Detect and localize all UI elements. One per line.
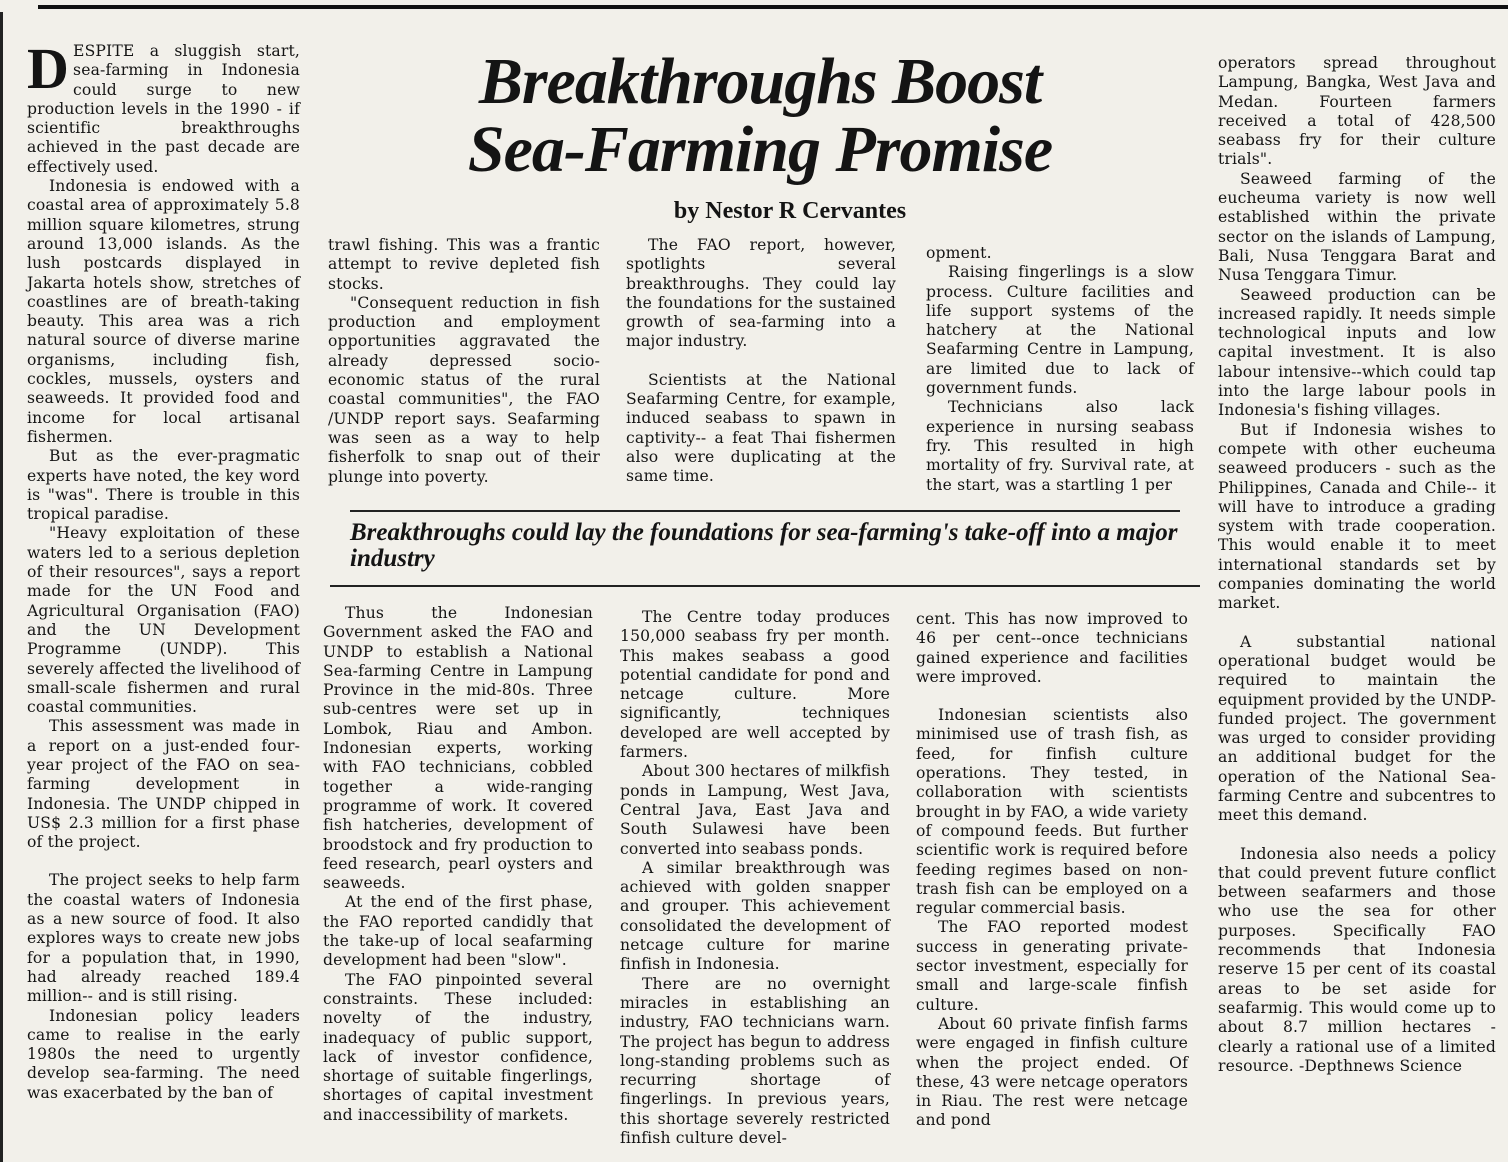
paragraph: There are no overnight miracles in establishing an industry, FAO technicians warn. The project has begun to address long-standing problems such as recurring shortage of fingerlings. In previous years, this shortage severely restricted finfish culture devel- [620, 974, 890, 1148]
column-4-bottom [916, 610, 1188, 1131]
paragraph: Thus the Indonesian Government asked the FAO and UNDP to establish a National Sea-farming Centre in Lampung Province in the mid-80s. Three sub-centres were set up in Lombok, Riau and Ambon. Indonesian experts, working with FAO technicians, cobbled together a wide-ranging programme of work. It covered fish hatcheries, development of broodstock and fry production to feed research, pearl oysters and seaweeds. [323, 604, 593, 893]
headline-line-1: Breakthroughs Boost [478, 45, 1042, 118]
paragraph: opment. [926, 244, 992, 262]
column-1 [27, 36, 300, 1103]
paragraph: The Centre today produces 150,000 seabass fry per month. This makes seabass a good potential candidate for pond and netcage culture. More significantly, techniques developed are well accepted by farmers. [620, 608, 890, 762]
paragraph: Seaweed production can be increased rapidly. It needs simple technological inputs and low capital investment. It is also labour intensive--which could tap into the large labour pools in Indonesia's fishing villages. [1218, 285, 1496, 420]
drop-cap: D [27, 36, 70, 101]
paragraph: A similar breakthrough was achieved with golden snapper and grouper. This achievement consolidated the development of netcage culture for marine finfish in Indonesia. [620, 858, 890, 974]
paragraph: But if Indonesia wishes to compete with other eucheuma seaweed producers - such as the Philippines, Canada and Chile-- it will have to introduce a grading system with trade cooperation. This would enable it to meet international standards set by companies dominating the world market. [1218, 420, 1496, 613]
paragraph: At the end of the first phase, the FAO reported candidly that the take-up of local seafarming development had been "slow". [323, 893, 593, 970]
column-5 [1218, 54, 1496, 1076]
left-border-rule [0, 12, 3, 1162]
paragraph: trawl fishing. This was a frantic attempt to revive depleted fish stocks. [328, 236, 600, 293]
column-3-bottom [620, 608, 890, 1148]
paragraph: A substantial national operational budget would be required to maintain the equipment provided by the UNDP-funded project. The government was urged to consider providing an additional budget for the operation of the National Sea-farming Centre and subcentres to meet this demand. [1218, 632, 1496, 825]
paragraph: operators spread throughout Lampung, Bangka, West Java and Medan. Fourteen farmers received a total of 428,500 seabass fry for their culture trials". [1218, 54, 1496, 169]
paragraph: The FAO pinpointed several constraints. These included: novelty of the industry, inadequacy of public support, lack of investor confidence, shortage of suitable fingerlings, shortages of capital investment and inaccessibility of markets. [323, 970, 593, 1124]
paragraph-text: ESPITE a sluggish start, sea-farming in Indonesia could surge to new production levels in the 1990 - if scientific breakthroughs achieved in the past decade are effectively used. [27, 42, 300, 176]
paragraph: Seaweed farming of the eucheuma variety is now well established within the private sector on the islands of Lampung, Bali, Nusa Tenggara Barat and Nusa Tenggara Timur. [1218, 169, 1496, 285]
paragraph: Indonesian scientists also minimised use of trash fish, as feed, for finfish culture operations. They tested, in collaboration with scientists brought in by FAO, a wide variety of compound feeds. But further scientific work is required before feeding regimes based on non-trash fish can be employed on a regular commercial basis. [916, 706, 1188, 918]
paragraph: Raising fingerlings is a slow process. Culture facilities and life support systems of the hatchery at the National Seafarming Centre in Lampung, are limited due to lack of government funds. [926, 263, 1194, 398]
paragraph: About 60 private finfish farms were engaged in finfish culture when the project ended. Of these, 43 were netcage operators in Riau. The rest were netcage and pond [916, 1014, 1188, 1130]
paragraph: The project seeks to help farm the coastal waters of Indonesia as a new source of food. It also explores ways to create new jobs for a population that, in 1990, had already reached 189.4 million-- and is still rising. [27, 871, 300, 1006]
paragraph: "Heavy exploitation of these waters led to a serious depletion of their resources", says a report made for the UN Food and Agricultural Organisation (FAO) and the UN Development Programme (UNDP). This severely affected the livelihood of small-scale fishermen and rural coastal communities. [27, 524, 300, 717]
top-rule [38, 5, 1508, 9]
column-3-top [626, 236, 896, 487]
column-2-top [328, 236, 600, 487]
paragraph: Technicians also lack experience in nursing seabass fry. This resulted in high mortality of fry. Survival rate, at the start, was a startling 1 per [926, 398, 1194, 494]
pull-quote-rule-bottom [330, 585, 1200, 587]
paragraph: Indonesia is endowed with a coastal area of approximately 5.8 million square kilometres, strung around 13,000 islands. As the lush postcards displayed in Jakarta hotels show, stretches of coastlines are of breath-taking beauty. This area was a rich natural source of diverse marine organisms, including fish, cockles, mussels, oysters and seaweeds. It provided food and income for local artisanal fishermen. [27, 177, 300, 446]
paragraph: The FAO reported modest success in generating private-sector investment, especially for small and large-scale finfish culture. [916, 918, 1188, 1014]
byline: by Nestor R Cervantes [673, 198, 907, 224]
paragraph: cent. This has now improved to 46 per cent--once technicians gained experience and facilities were improved. [916, 610, 1188, 686]
paragraph: Indonesian policy leaders came to realise in the early 1980s the need to urgently develop sea-farming. The need was exacerbated by the ban of [27, 1006, 300, 1102]
column-4-top [926, 244, 1194, 495]
headline-line-2: Sea-Farming Promise [467, 113, 1053, 186]
pull-quote-rule-top [350, 510, 1180, 512]
paragraph: "Consequent reduction in fish production and employment opportunities aggravated the already depressed socio-economic status of the rural coastal communities", the FAO /UNDP report says. Seafarming was seen as a way to help fisherfolk to snap out of their plunge into poverty. [328, 293, 600, 486]
paragraph [27, 36, 300, 177]
paragraph: Scientists at the National Seafarming Centre, for example, induced seabass to spawn in captivity-- a feat Thai fishermen also were duplicating at the same time. [626, 370, 896, 486]
column-2-bottom [323, 604, 593, 1125]
paragraph: This assessment was made in a report on a just-ended four-year project of the FAO on sea-farming development in Indonesia. The UNDP chipped in US$ 2.3 million for a first phase of the project. [27, 717, 300, 852]
paragraph: But as the ever-pragmatic experts have noted, the key word is "was". There is trouble in this tropical paradise. [27, 447, 300, 524]
paragraph: About 300 hectares of milkfish ponds in Lampung, West Java, Central Java, East Java and South Sulawesi have been converted into seabass ponds. [620, 762, 890, 858]
paragraph: Indonesia also needs a policy that could prevent future conflict between seafarmers and those who use the sea for other purposes. Specifically FAO recommends that Indonesia reserve 15 per cent of its coastal areas to be set aside for seafarmig. This would come up to about 8.7 million hectares - clearly a rational use of a limited resource. -Depthnews Science [1218, 844, 1496, 1075]
headline [400, 45, 1120, 186]
paragraph: The FAO report, however, spotlights several breakthroughs. They could lay the foundations for the sustained growth of sea-farming into a major industry. [626, 236, 896, 351]
pull-quote: Breakthroughs could lay the foundations for sea-farming's take-off into a major industry [350, 519, 1178, 572]
